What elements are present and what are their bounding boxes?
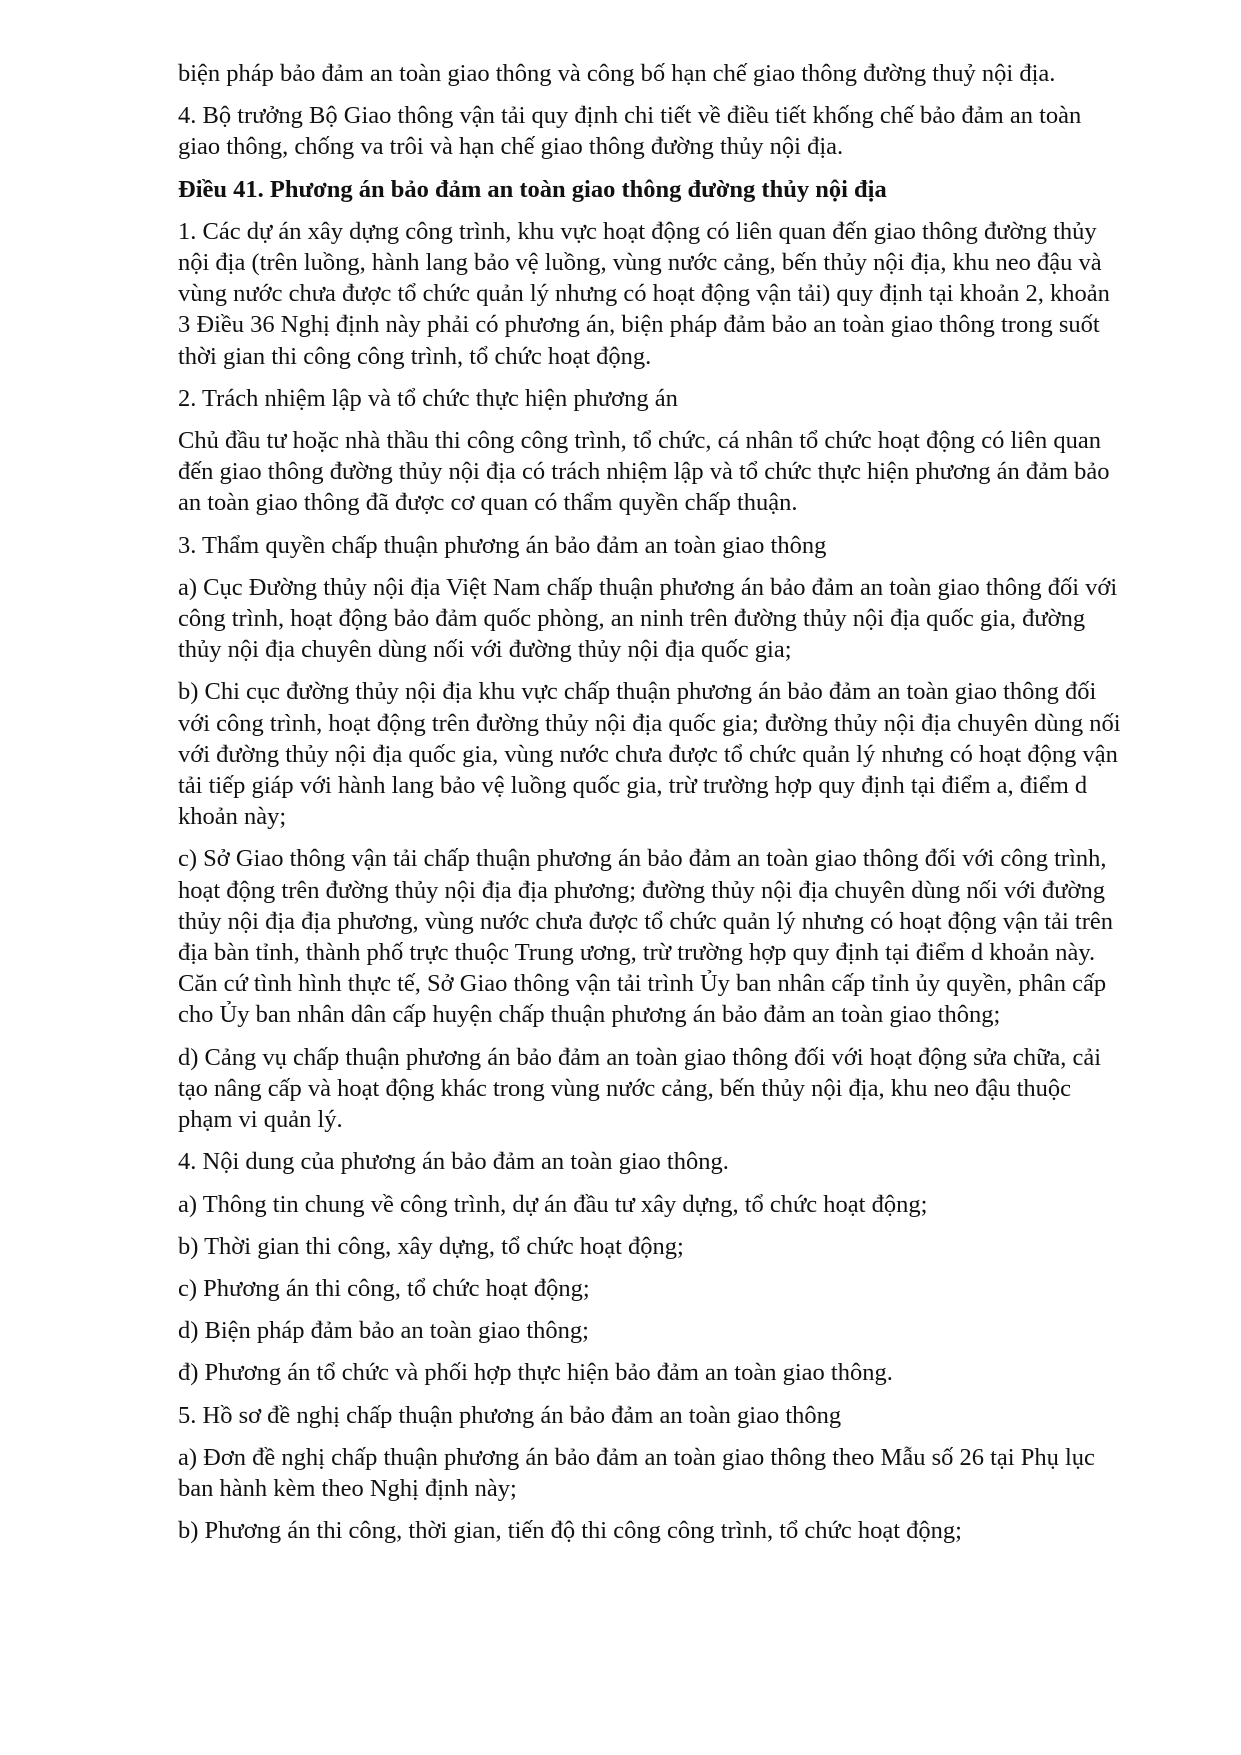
paragraph-clause-4-minister: 4. Bộ trưởng Bộ Giao thông vận tải quy định chi tiết về điều tiết khống chế bảo đảm an toàn giao thông, chống va trôi và hạn chế giao thông đường thủy nội địa. xyxy=(178,102,1082,161)
paragraph-clause-4-b: b) Thời gian thi công, xây dựng, tổ chức hoạt động; xyxy=(178,1232,684,1260)
paragraph-clause-3-a: a) Cục Đường thủy nội địa Việt Nam chấp thuận phương án bảo đảm an toàn giao thông đối với công trình, hoạt động bảo đảm quốc phòng, an ninh trên đường thủy nội địa quốc gia, đường thủy nội địa chuyên dùng nối với đường thủy nội địa quốc gia; xyxy=(178,573,1118,664)
paragraph-clause-3-d: d) Cảng vụ chấp thuận phương án bảo đảm an toàn giao thông đối với hoạt động sửa chữa, cải tạo nâng cấp và hoạt động khác trong vùng nước cảng, bến thủy nội địa, khu neo đậu thuộc phạm vi quản lý. xyxy=(178,1043,1102,1134)
document-page xyxy=(178,58,1124,1557)
paragraph-clause-2-body: Chủ đầu tư hoặc nhà thầu thi công công trình, tổ chức, cá nhân tổ chức hoạt động có liên quan đến giao thông đường thủy nội địa có trách nhiệm lập và tổ chức thực hiện phương án đảm bảo an toàn giao thông đã được cơ quan có thẩm quyền chấp thuận. xyxy=(178,427,1110,517)
paragraph-clause-4-c: c) Phương án thi công, tổ chức hoạt động; xyxy=(178,1274,590,1302)
paragraph-clause-5-b: b) Phương án thi công, thời gian, tiến độ thi công công trình, tổ chức hoạt động; xyxy=(178,1517,962,1545)
paragraph-clause-1: 1. Các dự án xây dựng công trình, khu vực hoạt động có liên quan đến giao thông đường thủy nội địa (trên luồng, hành lang bảo vệ luồng, vùng nước cảng, bến thủy nội địa, khu neo đậu và vùng nước chưa được tổ chức quản lý nhưng có hoạt động vận tải) quy định tại khoản 2, khoản 3 Điều 36 Nghị định này phải có phương án, biện pháp đảm bảo an toàn giao thông trong suốt thời gian thi công công trình, tổ chức hoạt động. xyxy=(178,217,1110,370)
paragraph-clause-3-b: b) Chi cục đường thủy nội địa khu vực chấp thuận phương án bảo đảm an toàn giao thông đối với công trình, hoạt động trên đường thủy nội địa quốc gia; đường thủy nội địa chuyên dùng nối với đường thủy nội địa quốc gia, vùng nước chưa được tổ chức quản lý nhưng có hoạt động vận tải tiếp giáp với hành lang bảo vệ luồng quốc gia, trừ trường hợp quy định tại điểm a, điểm d khoản này; xyxy=(178,678,1121,831)
paragraph-clause-5-title: 5. Hồ sơ đề nghị chấp thuận phương án bảo đảm an toàn giao thông xyxy=(178,1401,842,1429)
paragraph-clause-4-a: a) Thông tin chung về công trình, dự án đầu tư xây dựng, tổ chức hoạt động; xyxy=(178,1190,928,1218)
paragraph-clause-4-dd: đ) Phương án tổ chức và phối hợp thực hiện bảo đảm an toàn giao thông. xyxy=(178,1359,893,1387)
article-41-heading: Điều 41. Phương án bảo đảm an toàn giao thông đường thủy nội địa xyxy=(178,175,887,203)
paragraph-clause-3-c: c) Sở Giao thông vận tải chấp thuận phương án bảo đảm an toàn giao thông đối với công trình, hoạt động trên đường thủy nội địa địa phương; đường thủy nội địa chuyên dùng nối với đường thủy nội địa địa phương, vùng nước chưa được tổ chức quản lý nhưng có hoạt động vận tải trên địa bàn tỉnh, thành phố trực thuộc Trung ương, trừ trường hợp quy định tại điểm d khoản này. Căn cứ tình hình thực tế, Sở Giao thông vận tải trình Ủy ban nhân cấp tỉnh ủy quyền, phân cấp cho Ủy ban nhân dân cấp huyện chấp thuận phương án bảo đảm an toàn giao thông; xyxy=(178,845,1114,1029)
paragraph-clause-4-d: d) Biện pháp đảm bảo an toàn giao thông; xyxy=(178,1317,589,1345)
paragraph-intro-continuation: biện pháp bảo đảm an toàn giao thông và công bố hạn chế giao thông đường thuỷ nội địa. xyxy=(178,60,1056,87)
paragraph-clause-5-a: a) Đơn đề nghị chấp thuận phương án bảo đảm an toàn giao thông theo Mẫu số 26 tại Phụ lục ban hành kèm theo Nghị định này; xyxy=(178,1443,1095,1502)
paragraph-clause-3-title: 3. Thẩm quyền chấp thuận phương án bảo đảm an toàn giao thông xyxy=(178,531,827,559)
paragraph-clause-4-title: 4. Nội dung của phương án bảo đảm an toàn giao thông. xyxy=(178,1148,729,1176)
paragraph-clause-2-title: 2. Trách nhiệm lập và tổ chức thực hiện phương án xyxy=(178,384,678,412)
